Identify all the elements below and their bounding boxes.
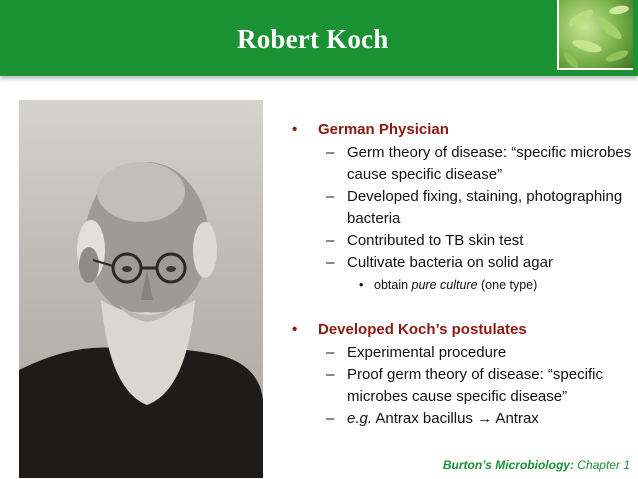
portrait-image [19, 100, 263, 478]
bullet-kochs-postulates: • Developed Koch’s postulates [286, 318, 636, 342]
bullet-german-physician: • German Physician [286, 118, 636, 142]
sub-bullet-example: – e.g. Antrax bacillus → Antrax [326, 410, 539, 427]
footer-citation: Burton’s Microbiology: Chapter 1 [442, 458, 630, 472]
sub-bullet: – Cultivate bacteria on solid agar [326, 254, 553, 271]
right-arrow-icon: → [477, 410, 493, 427]
bullet-dot-icon: • [359, 278, 364, 292]
sub-bullet: – Proof germ theory of disease: “specific microbes cause specific disease” [326, 366, 603, 405]
sub-bullet: – Germ theory of disease: “specific microbes cause specific disease” [326, 144, 632, 183]
bullet-dot-icon: • [292, 121, 298, 138]
title-bar [0, 0, 638, 76]
sub-sub-bullet: • obtain pure culture (one type) [286, 274, 636, 296]
bullet-dot-icon: • [292, 321, 298, 338]
sub-bullet: – Contributed to TB skin test [326, 232, 524, 249]
sub-bullet: – Developed fixing, staining, photographing bacteria [326, 188, 623, 227]
sub-bullet: – Experimental procedure [326, 344, 507, 361]
microbe-image-icon [557, 0, 633, 70]
slide-content [286, 118, 636, 430]
slide-title: Robert Koch [237, 24, 389, 54]
